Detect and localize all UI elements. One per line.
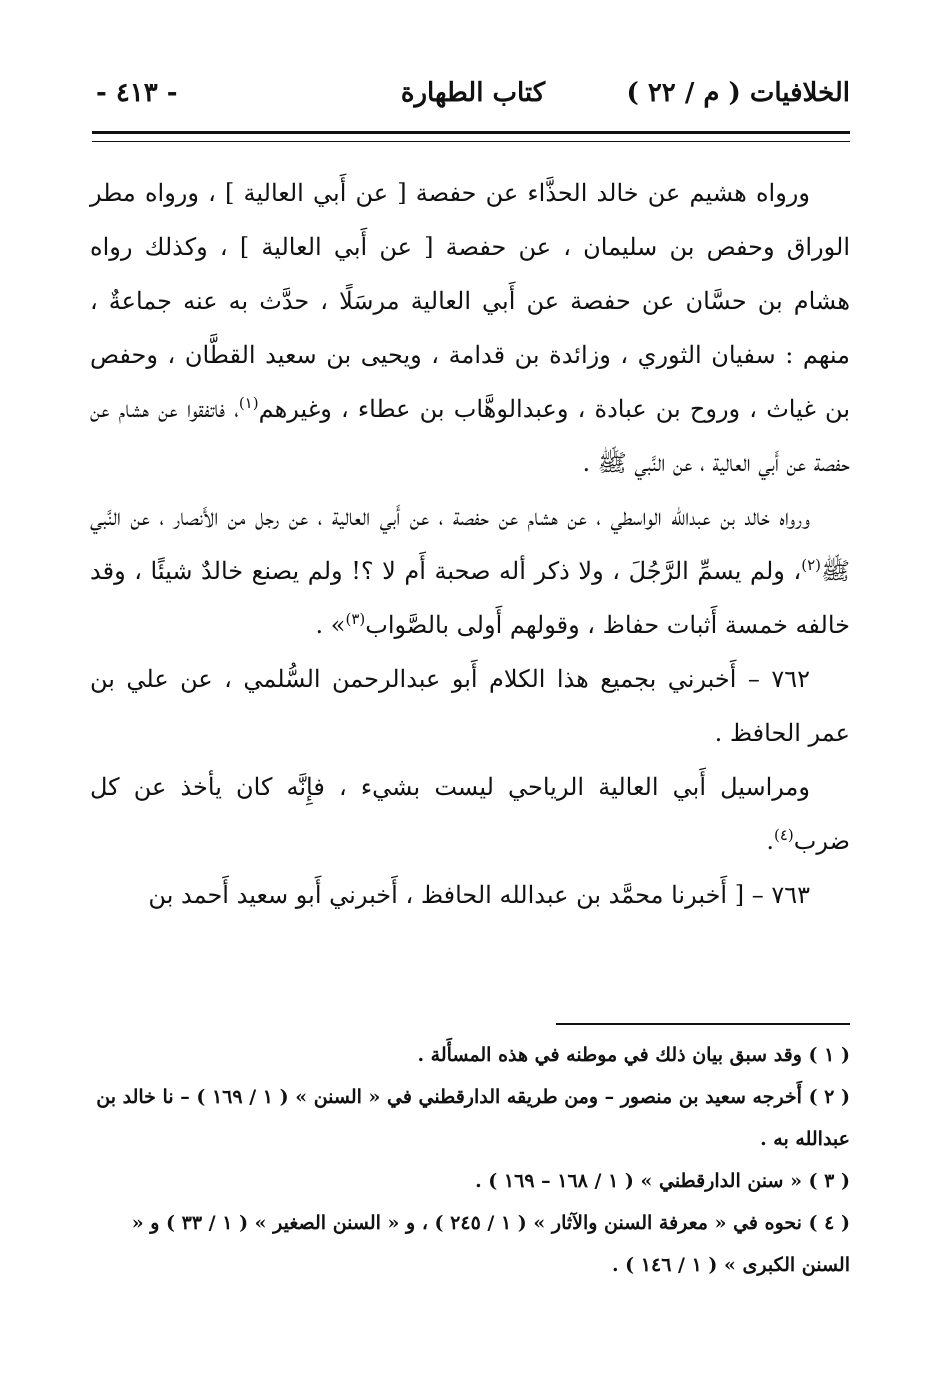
footnote-ref-2: (٢) bbox=[801, 556, 821, 574]
paragraph-2: ورواه خالد بن عبدالله الواسطي ، عن هشام عن حفصة ، عن أَبي العالية ، عن رجل من الأَنصار ، عن النَّبي ﷺ$^{(٢)}$، ولم يسمِّ الرَّجُلَ ، ولا ذكر أله صحبة أَم لا ؟! ولم يصنع خالدٌ شيئًا ، وقد خالفه خمسة أَثبات حفاظ ، وقولهم أَولى بالصَّواب$^{(٣)}$» . bbox=[90, 503, 850, 639]
footnote-3: ( ٣ ) « سنن الدارقطني » ( ١ / ١٦٨ – ١٦٩ ) . bbox=[475, 1170, 850, 1192]
main-text bbox=[90, 166, 850, 922]
paragraph-1: ورواه هشيم عن خالد الحذَّاء عن حفصة [ عن أَبي العالية ] ، ورواه مطر الوراق وحفص بن سليمان ، عن حفصة [ عن أَبي العالية ] ، وكذلك رواه هشام بن حسَّان عن حفصة عن أَبي العالية مرسَلًا ، حدَّث به عنه جماعةٌ ، منهم : سفيان الثوري ، وزائدة بن قدامة ، ويحيى بن سعيد القطَّان ، وحفص بن غياث ، وروح بن عبادة ، وعبدالوهَّاب بن عطاء ، وغيرهم$^{(١)}$، فاتفقوا عن هشام عن حفصة عن أَبي العالية ، عن النَّبي ﷺ . bbox=[90, 179, 850, 477]
paragraph-4: ومراسيل أَبي العالية الرياحي ليست بشيء ، فإِنَّه كان يأخذ عن كل ضرب$^{(٤)}$. bbox=[90, 773, 850, 855]
footnote-ref-4: (٤) bbox=[774, 826, 794, 844]
footnote-1: ( ١ ) وقد سبق بيان ذلك في موطنه في هذه المسأَلة . bbox=[417, 1044, 850, 1066]
footnote-separator bbox=[556, 1023, 850, 1025]
running-header bbox=[96, 78, 850, 122]
header-rule-thin bbox=[92, 141, 850, 142]
header-rule-thick bbox=[92, 131, 850, 134]
footnote-ref-3: (٣) bbox=[345, 610, 366, 628]
header-book-section: الخلافيات ( م / ٢٢ ) bbox=[626, 78, 850, 108]
footnote-2: ( ٢ ) أَخرجه سعيد بن منصور – ومن طريقه الدارقطني في « السنن » ( ١ / ١٦٩ ) – نا خالد بن عبدالله به . bbox=[96, 1086, 850, 1150]
paragraph-5: ٧٦٣ – [ أَخبرنا محمَّد بن عبدالله الحافظ ، أَخبرني أَبو سعيد أَحمد بن bbox=[148, 881, 810, 909]
footnote-4: ( ٤ ) نحوه في « معرفة السنن والآثار » ( ١ / ٢٤٥ ) ، و « السنن الصغير » ( ١ / ٣٣ ) و « السنن الكبرى » ( ١ / ١٤٦ ) . bbox=[131, 1212, 850, 1276]
footnotes bbox=[90, 1034, 850, 1286]
page-number: - ٤١٣ - bbox=[96, 78, 178, 108]
footnote-ref-1: (١) bbox=[238, 394, 259, 412]
header-chapter-title: كتاب الطهارة bbox=[400, 78, 546, 108]
paragraph-3: ٧٦٢ – أَخبرني بجميع هذا الكلام أَبو عبدالرحمن السُّلمي ، عن علي بن عمر الحافظ . bbox=[90, 665, 850, 747]
